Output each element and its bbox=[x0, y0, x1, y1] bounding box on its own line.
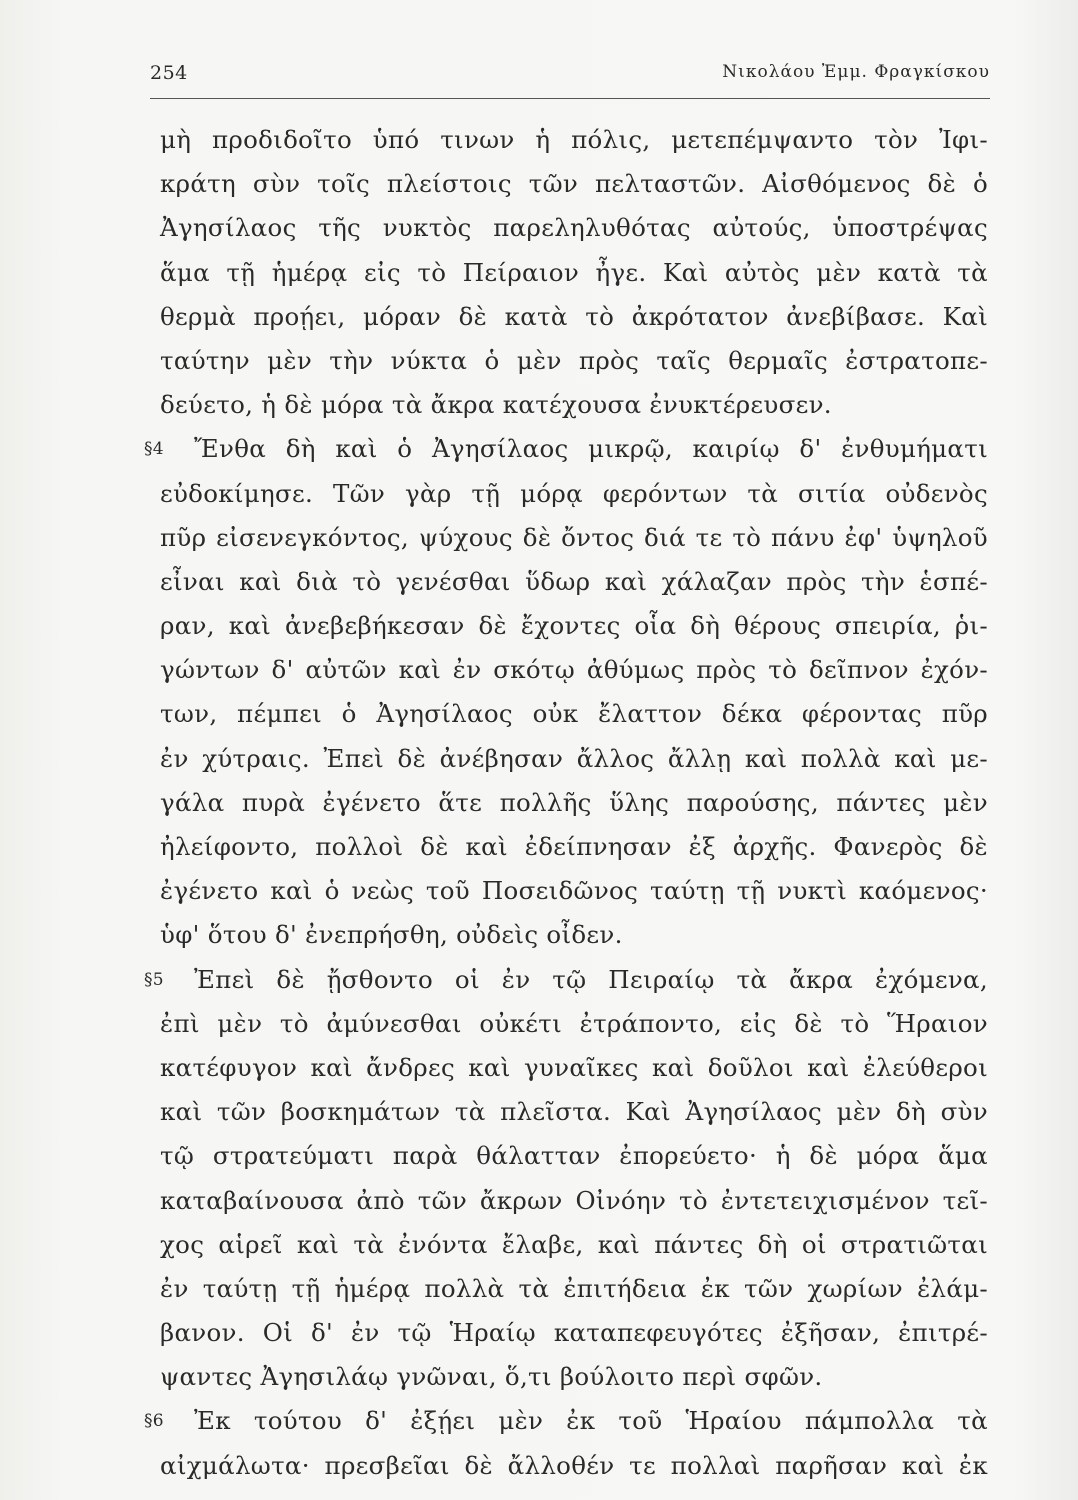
text-line bbox=[160, 339, 988, 383]
text-line bbox=[160, 1179, 988, 1223]
text-line bbox=[160, 825, 988, 869]
line-text: βανον. Οἱ δ' ἐν τῷ Ἡραίῳ καταπεφευγότες ἐξῆσαν, ἐπιτρέ- bbox=[160, 1318, 988, 1348]
line-text: εἶναι καὶ διὰ τὸ γενέσθαι ὕδωρ καὶ χάλαζαν πρὸς τὴν ἑσπέ- bbox=[160, 566, 988, 596]
line-text: Ἐπεὶ δὲ ᾔσθοντο οἱ ἐν τῷ Πειραίῳ τὰ ἄκρα ἐχόμενα, bbox=[194, 964, 988, 994]
line-text: ἐγένετο καὶ ὁ νεὼς τοῦ Ποσειδῶνος ταύτῃ τῇ νυκτὶ καόμενος· bbox=[160, 876, 988, 906]
line-text: καὶ τῶν βοσκημάτων τὰ πλεῖστα. Καὶ Ἀγησίλαος μὲν δὴ σὺν bbox=[160, 1097, 988, 1127]
line-text: Ἔνθα δὴ καὶ ὁ Ἀγησίλαος μικρῷ, καιρίῳ δ' ἐνθυμήματι bbox=[194, 434, 988, 464]
text-line bbox=[160, 737, 988, 781]
text-line bbox=[160, 162, 988, 206]
text-line bbox=[160, 472, 988, 516]
text-line bbox=[160, 251, 988, 295]
line-text: ραν, καὶ ἀνεβεβήκεσαν δὲ ἔχοντες οἷα δὴ θέρους σπειρία, ῥι- bbox=[160, 611, 988, 641]
text-line bbox=[160, 1134, 988, 1178]
text-line bbox=[160, 118, 988, 162]
line-text: καταβαίνουσα ἀπὸ τῶν ἄκρων Οἰνόην τὸ ἐντετειχισμένον τεῖ- bbox=[160, 1185, 988, 1215]
line-text: ταύτην μὲν τὴν νύκτα ὁ μὲν πρὸς ταῖς θερμαῖς ἐστρατοπε- bbox=[160, 345, 988, 375]
line-text: γώντων δ' αὐτῶν καὶ ἐν σκότῳ ἀθύμως πρὸς τὸ δεῖπνον ἐχόν- bbox=[160, 655, 988, 685]
section-marker: §6 bbox=[144, 1411, 164, 1432]
text-line bbox=[160, 1267, 988, 1311]
text-line bbox=[160, 206, 988, 250]
text-line bbox=[160, 295, 988, 339]
section-marker: §4 bbox=[144, 439, 164, 460]
text-line bbox=[160, 1223, 988, 1267]
header-rule bbox=[150, 98, 990, 99]
text-line bbox=[160, 383, 988, 427]
line-text: ψαντες Ἀγησιλάῳ γνῶναι, ὅ,τι βούλοιτο περὶ σφῶν. bbox=[160, 1362, 823, 1392]
body-text bbox=[144, 118, 988, 1488]
text-line bbox=[160, 1444, 988, 1488]
text-line bbox=[160, 913, 988, 957]
line-text: μὴ προδιδοῖτο ὑπό τινων ἡ πόλις, μετεπέμψαντο τὸν Ἰφι- bbox=[160, 125, 988, 154]
line-text: αἰχμάλωτα· πρεσβεῖαι δὲ ἄλλοθέν τε πολλαὶ παρῆσαν καὶ ἐκ bbox=[160, 1450, 988, 1480]
text-line bbox=[160, 869, 988, 913]
text-line bbox=[160, 781, 988, 825]
text-line bbox=[160, 1311, 988, 1355]
text-line bbox=[144, 1399, 988, 1443]
line-text: τῷ στρατεύματι παρὰ θάλατταν ἐπορεύετο· ἡ δὲ μόρα ἅμα bbox=[160, 1141, 988, 1171]
line-text: θερμὰ προῄει, μόραν δὲ κατὰ τὸ ἀκρότατον ἀνεβίβασε. Καὶ bbox=[160, 301, 988, 331]
line-text: των, πέμπει ὁ Ἀγησίλαος οὐκ ἔλαττον δέκα φέροντας πῦρ bbox=[160, 699, 988, 729]
text-line bbox=[160, 516, 988, 560]
text-line bbox=[160, 648, 988, 692]
running-head: Νικολάου Ἐμμ. Φραγκίσκου bbox=[722, 62, 990, 82]
line-text: Ἀγησίλαος τῆς νυκτὸς παρεληλυθότας αὐτούς, ὑποστρέψας bbox=[160, 213, 988, 243]
page-header bbox=[150, 62, 990, 92]
line-text: Ἐκ τούτου δ' ἐξῄει μὲν ἐκ τοῦ Ἡραίου πάμπολλα τὰ bbox=[194, 1406, 988, 1436]
line-text: ἐπὶ μὲν τὸ ἀμύνεσθαι οὐκέτι ἐτράποντο, εἰς δὲ τὸ Ἥραιον bbox=[160, 1008, 988, 1038]
text-line bbox=[160, 560, 988, 604]
text-line bbox=[160, 692, 988, 736]
line-text: εὐδοκίμησε. Τῶν γὰρ τῇ μόρᾳ φερόντων τὰ σιτία οὐδενὸς bbox=[160, 478, 988, 508]
line-text: ἐν ταύτῃ τῇ ἡμέρᾳ πολλὰ τὰ ἐπιτήδεια ἐκ τῶν χωρίων ἐλάμ- bbox=[160, 1273, 988, 1303]
line-text: δεύετο, ἡ δὲ μόρα τὰ ἄκρα κατέχουσα ἐνυκτέρευσεν. bbox=[160, 390, 832, 420]
line-text: γάλα πυρὰ ἐγένετο ἅτε πολλῆς ὕλης παρούσης, πάντες μὲν bbox=[160, 787, 988, 817]
line-text: ἠλείφοντο, πολλοὶ δὲ καὶ ἐδείπνησαν ἐξ ἀρχῆς. Φανερὸς δὲ bbox=[160, 832, 988, 861]
text-line bbox=[144, 958, 988, 1002]
text-line bbox=[160, 604, 988, 648]
line-text: πῦρ εἰσενεγκόντος, ψύχους δὲ ὄντος διά τε τὸ πάνυ ἐφ' ὑψηλοῦ bbox=[160, 522, 988, 552]
line-text: ὑφ' ὅτου δ' ἐνεπρήσθη, οὐδεὶς οἶδεν. bbox=[160, 920, 623, 950]
line-text: ἐν χύτραις. Ἐπεὶ δὲ ἀνέβησαν ἄλλος ἄλλῃ καὶ πολλὰ καὶ με- bbox=[160, 743, 988, 773]
line-text: χος αἱρεῖ καὶ τὰ ἐνόντα ἔλαβε, καὶ πάντες δὴ οἱ στρατιῶται bbox=[160, 1229, 988, 1259]
page-number: 254 bbox=[150, 62, 188, 84]
line-text: κατέφυγον καὶ ἄνδρες καὶ γυναῖκες καὶ δοῦλοι καὶ ἐλεύθεροι bbox=[160, 1052, 988, 1082]
text-line bbox=[160, 1090, 988, 1134]
line-text: ἅμα τῇ ἡμέρᾳ εἰς τὸ Πείραιον ἦγε. Καὶ αὐτὸς μὲν κατὰ τὰ bbox=[160, 257, 988, 287]
section-marker: §5 bbox=[144, 969, 164, 990]
text-line bbox=[160, 1355, 988, 1399]
text-line bbox=[144, 427, 988, 471]
text-line bbox=[160, 1002, 988, 1046]
line-text: κράτη σὺν τοῖς πλείστοις τῶν πελταστῶν. Αἰσθόμενος δὲ ὁ bbox=[160, 169, 988, 199]
text-line bbox=[160, 1046, 988, 1090]
